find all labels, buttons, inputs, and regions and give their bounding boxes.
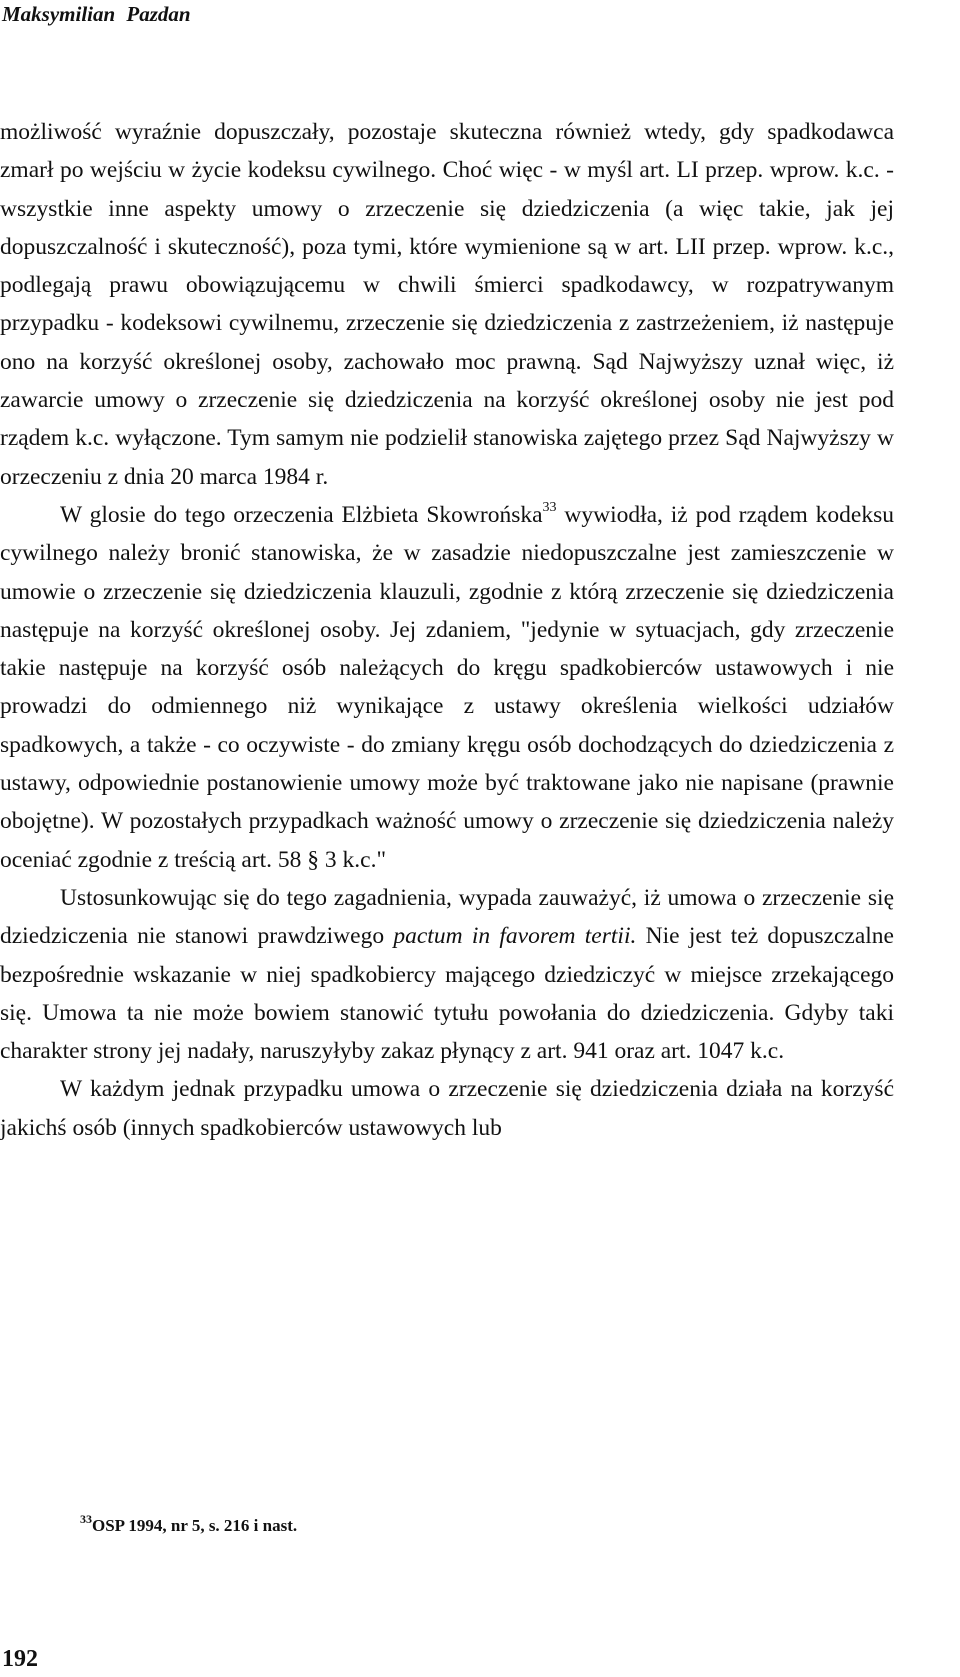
page-number: 192 (2, 1646, 38, 1672)
footnote-reference: 33 (542, 499, 557, 515)
paragraph-2-text-start: W glosie do tego orzeczenia Elżbieta Skowrońska (60, 501, 543, 528)
latin-phrase: pactum in favorem tertii. (393, 923, 637, 950)
footnote-mark: 33 (80, 1512, 92, 1526)
running-head-author: Maksymilian Pazdan (2, 2, 191, 26)
footnote (80, 1512, 298, 1536)
paragraph-2-text-end: wywiodła, iż pod rządem kodeksu cywilnego należy bronić stanowiska, że w zasadzie niedopuszczalne jest zamieszczenie w umowie o zrzeczenie się dziedziczenia klauzuli, zgodnie z którą zrzeczenie się dziedziczenia następuje na korzyść określonej osoby. Jej zdaniem, "jedynie w sytuacjach, gdy zrzeczenie takie następuje na korzyść osób należących do kręgu spadkobierców ustawowych i nie prowadzi do odmiennego niż wynikające z ustawy określenia wielkości udziałów spadkowych, a także - co oczywiste - do zmiany kręgu osób dochodzących do dziedziczenia z ustawy, odpowiednie postanowienie umowy może być traktowane jako nie napisane (prawnie obojętne). W pozostałych przypadkach ważność umowy o zrzeczenie się dziedziczenia należy oceniać zgodnie z treścią art. 58 § 3 k.c." (0, 501, 894, 873)
footnote-text: OSP 1994, nr 5, s. 216 i nast. (92, 1516, 298, 1535)
paragraph-1: możliwość wyraźnie dopuszczały, pozostaje skuteczna również wtedy, gdy spadkodawca zmarł po wejściu w życie kodeksu cywilnego. Choć więc - w myśl art. LI przep. wprow. k.c. - wszystkie inne aspekty umowy o zrzeczenie się dziedziczenia (a więc takie, jak jej dopuszczalność i skuteczność), poza tymi, które wymienione są w art. LII przep. wprow. k.c., podlegają prawu obowiązującemu w chwili śmierci spadkodawcy, w rozpatrywanym przypadku - kodeksowi cywilnemu, zrzeczenie się dziedziczenia z zastrzeżeniem, iż następuje ono na korzyść określonej osoby, zachowało moc prawną. Sąd Najwyższy uznał więc, iż zawarcie umowy o zrzeczenie się dziedziczenia na korzyść określonej osoby nie jest pod rządem k.c. wyłączone. Tym samym nie podzielił stanowiska zajętego przez Sąd Najwyższy w orzeczeniu z dnia 20 marca 1984 r. (0, 119, 894, 490)
paragraph-2 (0, 496, 894, 879)
paragraph-4: W każdym jednak przypadku umowa o zrzeczenie się dziedziczenia działa na korzyść jakichś osób (innych spadkobierców ustawowych lub (0, 1076, 894, 1141)
paragraph-3-text-start: Ustosunkowując się do tego zagadnienia, wypada zauważyć, iż umowa o zrzeczenie się dziedziczenia nie stanowi prawdziwego (0, 884, 894, 950)
body-text (0, 113, 894, 1147)
paragraph-3-text-end: Nie jest też dopuszczalne bezpośrednie wskazanie w niej spadkobiercy mającego dziedziczyć w miejsce zrzekającego się. Umowa ta nie może bowiem stanowić tytułu powołania do dziedziczenia. Gdyby taki charakter strony jej nadały, naruszyłyby zakaz płynący z art. 941 oraz art. 1047 k.c. (0, 923, 894, 1065)
paragraph-3 (0, 879, 894, 1070)
